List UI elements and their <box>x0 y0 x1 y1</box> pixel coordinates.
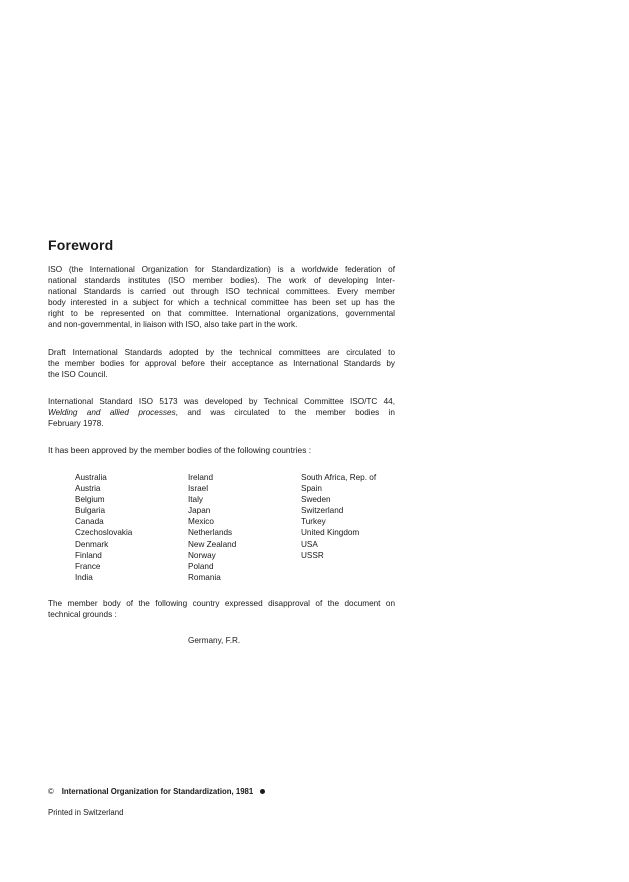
country-item: USA <box>301 539 318 549</box>
country-item: Belgium <box>75 495 105 505</box>
paragraph-line: body interested in a subject for which a technical committee has been set up has the <box>48 298 395 307</box>
copyright-icon: © <box>48 787 54 796</box>
paragraph-line: International Standard ISO 5173 was developed by Technical Committee ISO/TC 44, <box>48 397 395 406</box>
country-item: Japan <box>188 506 211 516</box>
country-item: Norway <box>188 550 216 560</box>
country-item: South Africa, Rep. of <box>301 473 377 482</box>
paragraph-line: Draft International Standards adopted by the technical committees are circulated to <box>48 348 395 357</box>
country-item: France <box>75 561 101 571</box>
country-item: Mexico <box>188 517 214 527</box>
country-item: Italy <box>188 495 204 505</box>
country-list-column-1 <box>75 472 132 583</box>
country-item: New Zealand <box>188 539 237 549</box>
country-item: Bulgaria <box>75 506 106 516</box>
country-item: Romania <box>188 572 221 582</box>
country-item: Denmark <box>75 539 109 549</box>
paragraph-line <box>48 407 395 418</box>
country-item: Netherlands <box>188 528 233 538</box>
country-item: Finland <box>75 550 102 560</box>
paragraph-line: technical grounds : <box>48 610 117 619</box>
paragraph-fragment: , and was circulated to the member bodies in <box>175 408 395 417</box>
paragraph-iso-5173 <box>48 396 395 429</box>
paragraph-line: ISO (the International Organization for Standardization) is a worldwide federation of <box>48 265 395 274</box>
country-item: Switzerland <box>301 506 344 516</box>
paragraph-disapproval <box>48 598 395 620</box>
committee-title: Welding and allied processes <box>48 408 176 417</box>
country-item: Spain <box>301 484 322 494</box>
country-item: Australia <box>75 473 107 482</box>
country-item: USSR <box>301 550 324 560</box>
country-list-column-2 <box>188 472 236 583</box>
paragraph-line: and non-governmental, in liaison with ISO, also take part in the work. <box>48 320 298 329</box>
printed-in-notice: Printed in Switzerland <box>48 808 124 817</box>
paragraph-line: the ISO Council. <box>48 370 108 379</box>
copyright-text: International Organization for Standardization, 1981 <box>61 787 254 796</box>
disapproval-country: Germany, F.R. <box>188 636 241 645</box>
country-item: Sweden <box>301 495 331 505</box>
country-item: Czechoslovakia <box>75 528 133 538</box>
country-item: Poland <box>188 561 214 571</box>
copyright-notice <box>48 787 265 796</box>
country-item: Ireland <box>188 473 214 482</box>
paragraph-line: national standards institutes (ISO member bodies). The work of developing Inter- <box>48 276 395 285</box>
country-item: Canada <box>75 517 104 527</box>
paragraph-line: right to be represented on that committee. International organizations, governmental <box>48 309 395 318</box>
foreword-heading: Foreword <box>48 237 114 253</box>
country-item: Israel <box>188 484 209 494</box>
bullet-icon <box>260 789 265 794</box>
country-item: United Kingdom <box>301 528 360 538</box>
country-item: Turkey <box>301 517 326 527</box>
paragraph-line: the member bodies for approval before their acceptance as International Standards by <box>48 359 395 368</box>
paragraph-draft-standards <box>48 347 395 380</box>
paragraph-iso-intro <box>48 264 395 330</box>
country-item: Austria <box>75 484 101 494</box>
country-item: India <box>75 572 93 582</box>
paragraph-line: national Standards is carried out through ISO technical committees. Every member <box>48 287 395 296</box>
country-list-column-3 <box>301 472 376 561</box>
paragraph-line: The member body of the following country expressed disapproval of the document on <box>48 599 395 608</box>
paragraph-approval: It has been approved by the member bodies of the following countries : <box>48 445 312 455</box>
paragraph-line: February 1978. <box>48 419 104 428</box>
